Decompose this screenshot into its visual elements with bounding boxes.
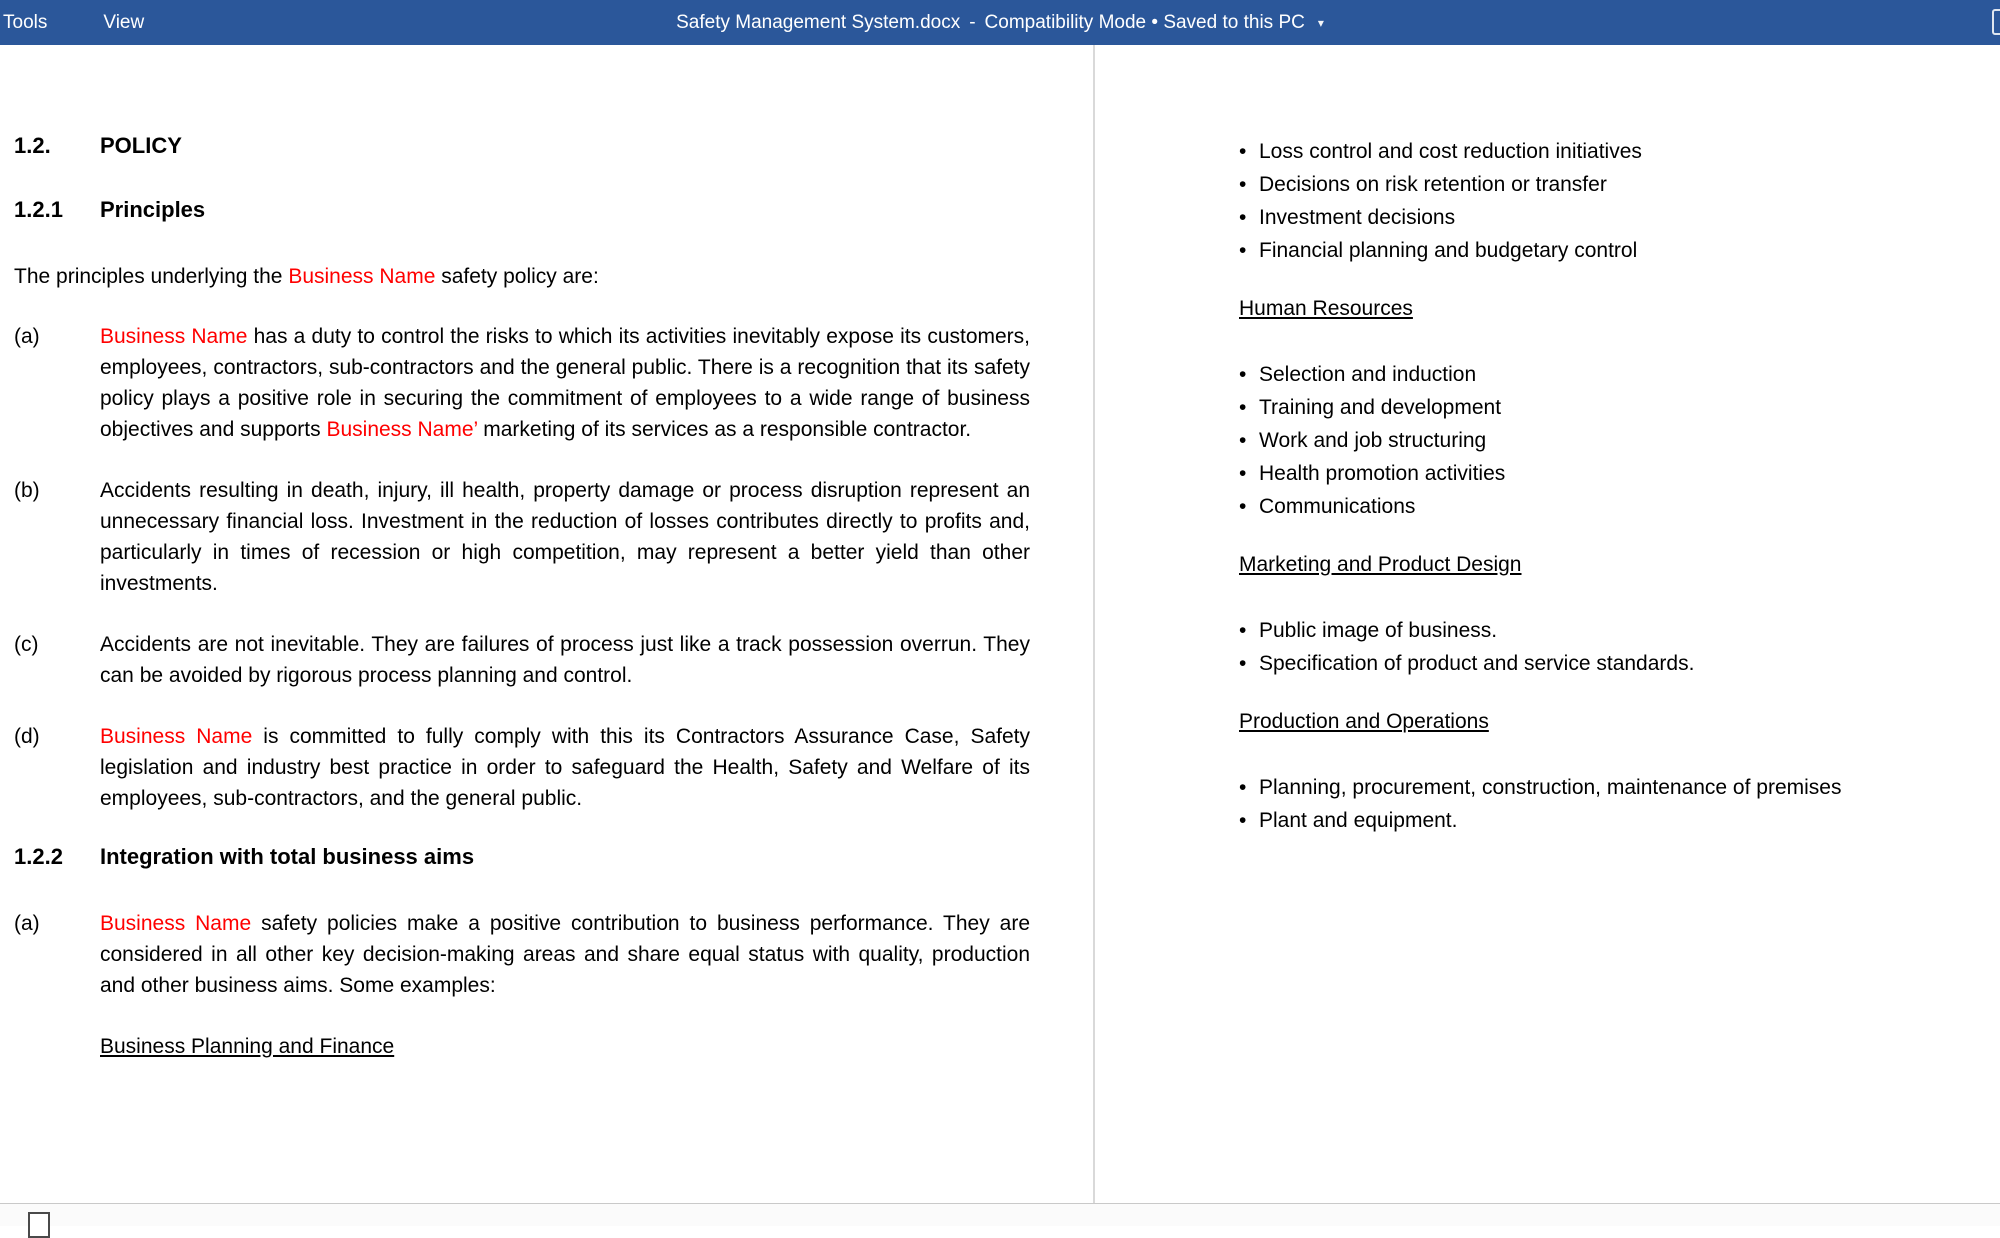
bullet-icon: • [1239,619,1247,642]
heading-integration [14,844,1030,870]
lettered-paragraph [14,475,1030,599]
paragraph-text: is committed to fully comply with this its Contractors Assurance Case, Safety legislation and industry best practice in order to safeguard the Health, Safety and Welfare of its employees, sub-contractors, and the general public. [100,725,1030,810]
paragraph-text: Accidents resulting in death, injury, ill health, property damage or process disruption represent an unnecessary financial loss. Investment in the reduction of losses contributes directly to profits and, particularly in times of recession or high competition, may represent a better yield than other investments. [100,479,1030,595]
bullet-list [1239,358,1982,523]
titlebar [0,0,2000,45]
principles-list [14,321,1030,814]
bullet-text: Plant and equipment. [1259,809,1458,832]
status-bar [0,1203,2000,1226]
bullet-icon: • [1239,206,1247,229]
bullet-item [1239,358,1982,391]
bullet-item [1239,391,1982,424]
paragraph-letter: (b) [14,479,40,502]
bullet-icon: • [1239,173,1247,196]
clipped-control[interactable] [1992,9,2000,35]
bullet-text: Communications [1259,495,1416,518]
bullet-item [1239,804,1982,837]
subheading-business-planning: Business Planning and Finance [100,1035,395,1058]
section-heading: Human Resources [1239,297,1413,320]
bullet-text: Training and development [1259,396,1502,419]
intro-paragraph [14,261,1030,292]
bullet-item [1239,201,1982,234]
heading-number: 1.2.1 [14,197,63,222]
bullet-item [1239,614,1982,647]
bullet-text: Loss control and cost reduction initiatives [1259,140,1642,163]
bullet-list [1239,135,1982,267]
bullet-item [1239,647,1982,680]
bullet-text: Investment decisions [1259,206,1456,229]
bullet-text: Selection and induction [1259,363,1477,386]
paragraph-text: has a duty to control the risks to which its activities inevitably expose its customers, employees, contractors, sub-contractors and the general public. There is a recognition that its safety policy plays a positive role in securing the commitment of employees to a wide range of business objectives and supports [100,325,1031,441]
heading-text: Integration with total business aims [100,844,475,869]
paragraph-body [100,475,1030,599]
paragraph-text: The principles underlying the [14,265,289,288]
menu-view[interactable]: View [103,11,145,33]
business-name-red-text: Business Name [100,725,253,748]
heading-policy [14,133,1030,159]
bullet-item [1239,490,1982,523]
bullet-icon: • [1239,140,1247,163]
paragraph-letter: (a) [14,325,40,348]
bullet-icon: • [1239,776,1247,799]
lettered-paragraph [14,629,1030,691]
chevron-down-icon[interactable]: ▾ [1317,15,1324,30]
bullet-list [1239,771,1982,837]
integration-list [14,908,1030,1001]
title-separator: - [969,11,976,33]
business-name-red-text: Business Name [100,325,248,348]
document-canvas [0,45,2000,1203]
paragraph-body [100,721,1030,814]
paragraph-text: Accidents are not inevitable. They are failures of process just like a track possession overrun. They can be avoided by rigorous process planning and control. [100,633,1030,687]
page-right[interactable] [1095,45,2000,1203]
bullet-icon: • [1239,652,1247,675]
bullet-icon: • [1239,429,1247,452]
bullet-item [1239,234,1982,267]
bullet-text: Decisions on risk retention or transfer [1259,173,1607,196]
bullet-item [1239,457,1982,490]
page-left[interactable] [0,45,1093,1203]
bullet-text: Work and job structuring [1259,429,1487,452]
bullet-list [1239,614,1982,680]
paragraph-letter: (c) [14,633,39,656]
heading-number: 1.2. [14,133,51,158]
lettered-paragraph [14,721,1030,814]
section-heading: Marketing and Product Design [1239,553,1522,576]
paragraph-body [100,321,1030,445]
heading-number: 1.2.2 [14,844,63,869]
bullet-text: Financial planning and budgetary control [1259,239,1638,262]
paragraph-text: safety policy are: [435,265,599,288]
document-filename: Safety Management System.docx [676,11,961,33]
paragraph-letter: (a) [14,912,40,935]
bullet-text: Public image of business. [1259,619,1498,642]
document-mode-label: Compatibility Mode • Saved to this PC [984,11,1305,33]
heading-text: POLICY [100,133,182,158]
paragraph-body [100,908,1030,1001]
business-name-red-text: Business Name’ [326,418,478,441]
bullet-icon: • [1239,495,1247,518]
bullet-icon: • [1239,363,1247,386]
heading-principles [14,197,1030,223]
business-name-red-text: Business Name [288,265,436,288]
page-thumbnail-icon[interactable] [28,1212,50,1238]
bullet-icon: • [1239,396,1247,419]
bullet-text: Planning, procurement, construction, maintenance of premises [1259,776,1842,799]
section-heading: Production and Operations [1239,710,1489,733]
business-name-red-text: Business Name [100,912,252,935]
paragraph-body [100,629,1030,691]
menu-tools[interactable]: Tools [3,11,48,33]
bullet-item [1239,135,1982,168]
bullet-text: Health promotion activities [1259,462,1506,485]
lettered-paragraph [14,908,1030,1001]
paragraph-text: marketing of its services as a responsible contractor. [477,418,972,441]
paragraph-letter: (d) [14,725,40,748]
menu-bar [0,12,144,34]
bullet-icon: • [1239,809,1247,832]
paragraph-text: safety policies make a positive contribution to business performance. They are considered in all other key decision-making areas and share equal status with quality, production and other business aims. Some examples: [100,912,1030,997]
bullet-item [1239,168,1982,201]
bullet-item [1239,424,1982,457]
heading-text: Principles [100,197,206,222]
bullet-text: Specification of product and service standards. [1259,652,1695,675]
bullet-icon: • [1239,462,1247,485]
lettered-paragraph [14,321,1030,445]
bullet-item [1239,771,1982,804]
document-title[interactable] [676,0,1324,45]
bullet-icon: • [1239,239,1247,262]
